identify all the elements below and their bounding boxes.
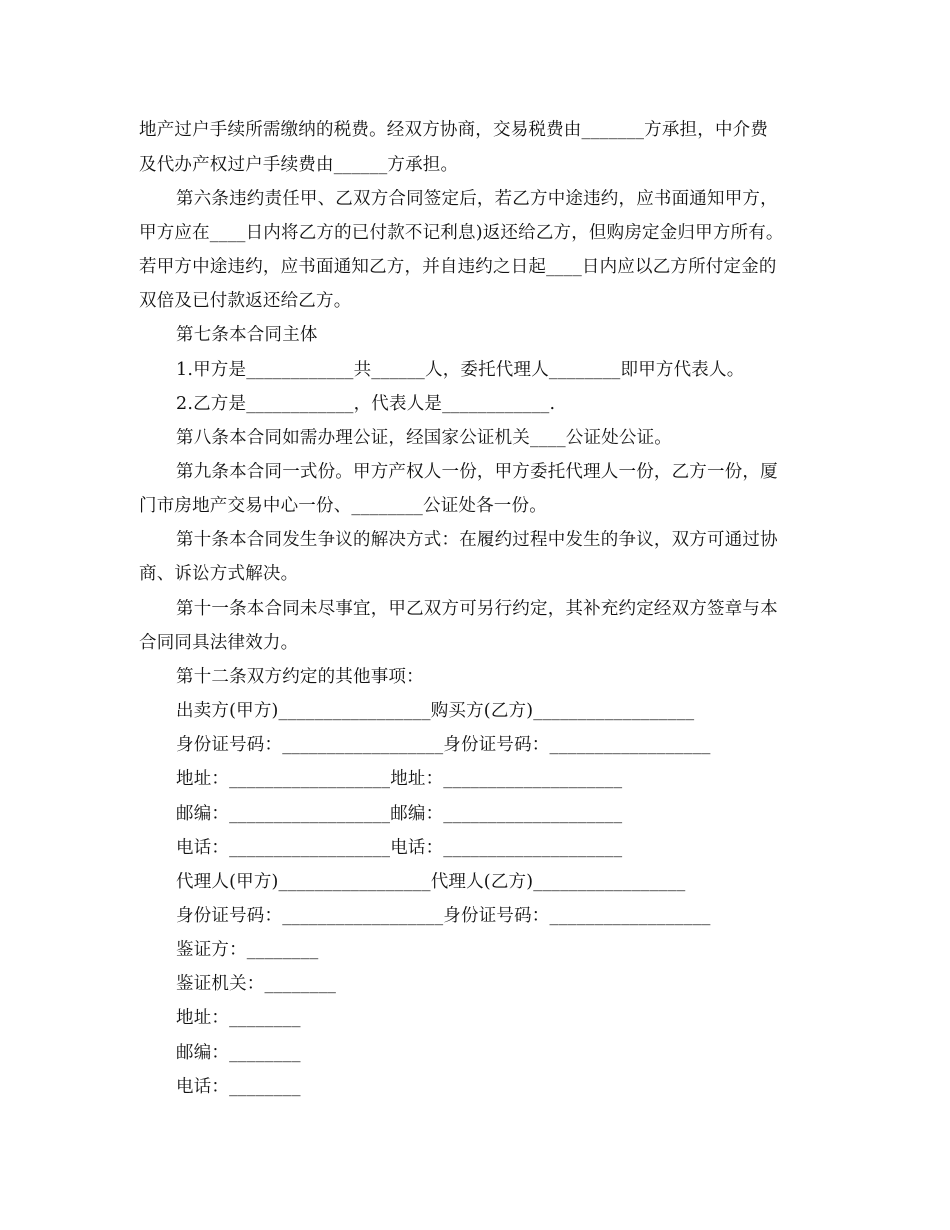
- party-a-line: 1.甲方是____________共______人，委托代理人________即甲方代表人。: [176, 360, 745, 380]
- notary-phone-line: 电话：________: [176, 1077, 301, 1097]
- paragraph-line: 地产过户手续所需缴纳的税费。经双方协商，交易税费由_______方承担，中介费: [139, 120, 769, 140]
- paragraph-line: 及代办产权过户手续费由______方承担。: [139, 155, 459, 175]
- paragraph-line: 甲方应在____日内将乙方的已付款不记利息)返还给乙方，但购房定金归甲方所有。: [139, 223, 784, 243]
- notary-address-line: 地址：________: [176, 1008, 301, 1028]
- notary-authority-line: 鉴证机关：________: [176, 974, 337, 994]
- article-10-line: 第十条本合同发生争议的解决方式：在履约过程中发生的争议，双方可通过协: [176, 530, 778, 550]
- article-12-heading: 第十二条双方约定的其他事项：: [176, 667, 424, 687]
- notary-postcode-line: 邮编：________: [176, 1043, 301, 1063]
- notary-party-line: 鉴证方：________: [176, 940, 319, 960]
- article-6-heading-line: 第六条违约责任甲、乙双方合同签定后，若乙方中途违约，应书面通知甲方，: [176, 189, 778, 209]
- article-8-line: 第八条本合同如需办理公证，经国家公证机关____公证处公证。: [176, 428, 672, 448]
- article-11-line: 第十一条本合同未尽事宜，甲乙双方可另行约定，其补充约定经双方签章与本: [176, 599, 778, 619]
- paragraph-line: 商、诉讼方式解决。: [139, 564, 299, 584]
- article-7-heading: 第七条本合同主体: [176, 325, 318, 345]
- phone-line: 电话：__________________电话：____________________: [176, 838, 623, 858]
- id-number-line: 身份证号码：__________________身份证号码：__________________: [176, 735, 711, 755]
- agent-line: 代理人(甲方)_________________代理人(乙方)_________________: [176, 872, 686, 892]
- postcode-line: 邮编：__________________邮编：____________________: [176, 804, 623, 824]
- address-line: 地址：__________________地址：____________________: [176, 769, 623, 789]
- agent-id-number-line: 身份证号码：__________________身份证号码：__________________: [176, 906, 711, 926]
- paragraph-line: 门市房地产交易中心一份、________公证处各一份。: [139, 496, 547, 516]
- paragraph-line: 双倍及已付款返还给乙方。: [139, 291, 352, 311]
- party-b-line: 2.乙方是____________，代表人是____________.: [176, 394, 556, 414]
- paragraph-line: 合同同具法律效力。: [139, 633, 299, 653]
- article-9-line: 第九条本合同一式份。甲方产权人一份，甲方委托代理人一份，乙方一份，厦: [176, 462, 778, 482]
- seller-buyer-line: 出卖方(甲方)_________________购买方(乙方)__________________: [176, 701, 695, 721]
- paragraph-line: 若甲方中途违约，应书面通知乙方，并自违约之日起____日内应以乙方所付定金的: [139, 257, 777, 277]
